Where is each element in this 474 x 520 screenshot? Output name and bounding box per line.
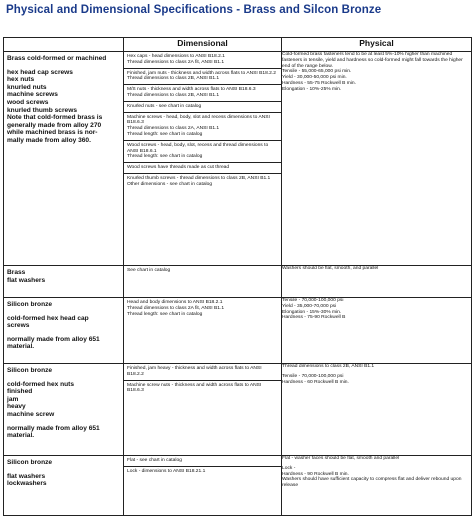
- table-row: [4, 266, 472, 298]
- physical-spec: Washers should have sufficient capacity to compress flat and deliver rebound upon release: [282, 477, 462, 489]
- physical-spec: Tensile - 55,000-65,000 psi min.: [282, 69, 352, 75]
- header-row: [4, 38, 472, 52]
- product-cell: [4, 52, 124, 266]
- product-line: hex head cap screws: [7, 68, 73, 76]
- product-cell: [4, 298, 124, 364]
- header-product: [4, 38, 124, 52]
- product-line: material.: [7, 432, 35, 440]
- physical-spec: Yield - 30,000-50,000 psi min.: [282, 75, 347, 81]
- product-line: mally made from alloy 360.: [7, 136, 91, 144]
- physical-spec: Hardness - 75-90 Rockwell B: [282, 315, 346, 321]
- dimensional-spec: Flat - see chart in catalog: [124, 456, 281, 467]
- product-line: generally made from alloy 270: [7, 121, 102, 129]
- product-line: Silicon bronze: [7, 367, 53, 374]
- page-title: Physical and Dimensional Specifications - Brass and Silcon Bronze: [6, 4, 382, 16]
- dimensional-spec: M/S nuts - thickness and width across flats to ANSI B18.6.3 Thread dimensions to class 2B, ANSI B1.1: [124, 85, 281, 102]
- product-line: screws: [7, 322, 30, 330]
- dimensional-cell: [124, 298, 282, 364]
- product-line: Silicon bronze: [7, 459, 53, 466]
- physical-spec: Elongation - 10%-25% min.: [282, 86, 342, 92]
- physical-cell: [282, 52, 472, 266]
- product-line: knurled thumb screws: [7, 106, 77, 114]
- header-physical: Physical: [282, 38, 472, 52]
- table-row: [4, 456, 472, 516]
- dimensional-spec: See chart in catalog: [127, 268, 171, 273]
- dimensional-spec: Knurled thumb screws - thread dimensions to class 2B, ANSI B1.1 Other dimensions - see chart in catalog: [127, 175, 271, 187]
- spec-table-body: [4, 52, 472, 516]
- physical-cell: [282, 364, 472, 456]
- table-row: [4, 364, 472, 456]
- product-line: flat washers: [7, 472, 46, 480]
- physical-spec: Washers should be flat, smooth, and parallel: [282, 266, 379, 271]
- product-line: Brass: [7, 269, 26, 276]
- dimensional-cell: [124, 266, 282, 298]
- dimensional-spec: Finished, jam heavy - thickness and width across flats to ANSI B18.2.2: [124, 364, 281, 381]
- product-line: knurled nuts: [7, 83, 47, 91]
- dimensional-spec: Hex caps - head dimensions to ANSI B18.2.1 Thread dimensions to class 2A fit, ANSI B1.1: [124, 52, 281, 69]
- product-line: material.: [7, 343, 35, 351]
- product-line: heavy: [7, 403, 26, 411]
- physical-cell: [282, 266, 472, 298]
- product-cell: [4, 266, 124, 298]
- dimensional-spec: Knurled nuts - see chart in catalog: [124, 102, 281, 113]
- product-cell: [4, 456, 124, 516]
- dimensional-spec: Finished, jam nuts - thickness and width across flats to ANSI B18.2.2 Thread dimensions to class 2B, ANSI B1.1: [124, 69, 281, 86]
- dimensional-spec: Wood screws - head, body, slot, recess and thread dimensions to ANSI B18.6.1 Thread length: see chart in catalog: [124, 141, 281, 163]
- header-dimensional: Dimensional: [124, 38, 282, 52]
- spec-table: [3, 37, 472, 516]
- dimensional-cell: [124, 52, 282, 266]
- table-row: [4, 298, 472, 364]
- physical-cell: [282, 456, 472, 516]
- physical-spec: Tensile - 70,000-100,000 psi: [282, 373, 344, 379]
- dimensional-cell: [124, 456, 282, 516]
- dimensional-spec: Machine screw nuts - thickness and width across flats to ANSI B18.6.3: [127, 382, 262, 394]
- product-line: normally made from alloy 651: [7, 424, 100, 432]
- physical-spec: Yield - 35,000-70,000 psi: [282, 303, 337, 309]
- product-line: flat washers: [7, 276, 46, 284]
- product-line: Brass cold-formed or machined: [7, 55, 107, 62]
- product-line: lockwashers: [7, 480, 47, 488]
- table-row: [4, 52, 472, 266]
- product-line: wood screws: [7, 98, 49, 106]
- product-line: machine screw: [7, 410, 55, 418]
- product-line: Silicon bronze: [7, 301, 53, 308]
- product-line: while machined brass is nor-: [7, 129, 98, 137]
- physical-spec: Thread dimensions to class 2B, ANSI B1.1: [282, 364, 375, 369]
- product-line: cold-formed hex head cap: [7, 314, 89, 322]
- product-line: hex nuts: [7, 76, 35, 84]
- physical-spec: Hardness - 55-75 Rockwell B min.: [282, 80, 356, 86]
- product-cell: [4, 364, 124, 456]
- physical-spec: Hardness - 90 Rockwell B min.: [282, 471, 349, 477]
- product-line: finished: [7, 388, 33, 396]
- physical-spec: Hardness - 60 Rockwell B min.: [282, 379, 349, 385]
- physical-spec: Tensile - 70,000-100,000 psi: [282, 298, 344, 303]
- product-line: Note that cold-formed brass is: [7, 114, 103, 122]
- dimensional-spec: Wood screws have threads made as cut thread: [124, 163, 281, 174]
- product-line: cold-formed hex nuts: [7, 380, 75, 388]
- dimensional-spec: Machine screws - head, body, slot and recess dimensions to ANSI B18.6.3 Thread dimensions to class 2A, ANSI B1.1 Thread length: see chart in catalog: [124, 113, 281, 141]
- dimensional-spec: Lock - dimensions to ANSI B18.21.1: [127, 468, 206, 474]
- physical-cell: [282, 298, 472, 364]
- physical-spec: Elongation - 15%-30% min.: [282, 309, 342, 315]
- product-line: normally made from alloy 651: [7, 335, 100, 343]
- product-line: jam: [7, 395, 19, 403]
- dimensional-cell: [124, 364, 282, 456]
- physical-spec: Flat - washer faces should be flat, smooth and parallel: [282, 456, 400, 461]
- product-line: machine screws: [7, 91, 58, 99]
- dimensional-spec: Head and body dimensions to ANSI B18.2.1 Thread dimensions to class 2A fit, ANSI B1.1 Thread length: see chart in catalog: [127, 300, 225, 317]
- physical-spec: Lock -: [282, 465, 296, 471]
- physical-spec: Cold-formed brass fasteners tend to be at least 5%-10% higher than machined fasteners in tensile, yield and hardness so cold-formed might fall towards the higher end of the range below.: [282, 52, 463, 69]
